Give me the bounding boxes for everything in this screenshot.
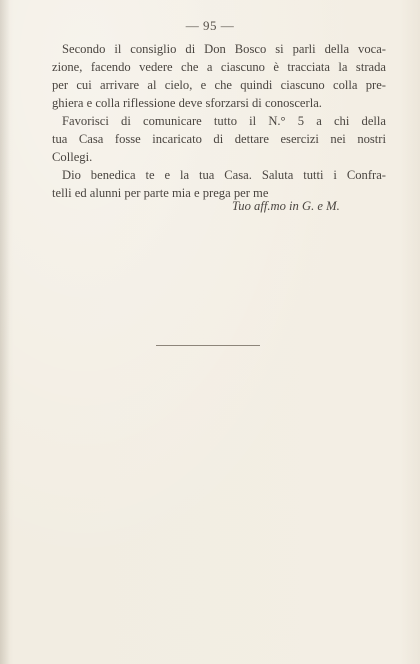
page-edge-shadow [0,0,10,664]
text-line: zione, facendo vedere che a ciascuno è tracciata la strada [52,60,386,74]
page-number: — 95 — [185,18,235,33]
section-divider [156,345,260,346]
text-line: Secondo il consiglio di Don Bosco si parli della voca- [62,42,386,56]
text-line: per cui arrivare al cielo, e che quindi ciascuno colla pre- [52,78,386,92]
text-line: tua Casa fosse incaricato di dettare esercizi nei nostri [52,132,386,146]
text-line: telli ed alunni per parte mia e prega per me [52,186,269,200]
text-line: Favorisci di comunicare tutto il N.° 5 a chi della [62,114,386,128]
text-line: ghiera e colla riflessione deve sforzarsi di conoscerla. [52,96,322,110]
text-line: Dio benedica te e la tua Casa. Saluta tutti i Confra- [62,168,386,182]
text-line: Collegi. [52,150,93,164]
closing-text: Tuo aff.mo in G. e M. [232,199,340,213]
letter-body [52,40,386,202]
